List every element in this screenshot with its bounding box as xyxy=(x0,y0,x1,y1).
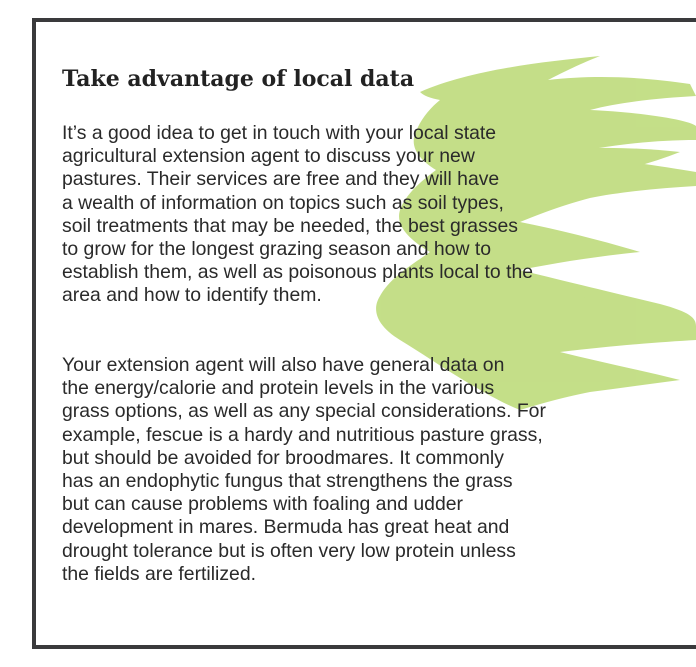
box-title: Take advantage of local data xyxy=(62,66,415,92)
body-paragraph-2: Your extension agent will also have general data on the energy/calorie and protein levels in the various grass options, as well as any special considerations. For example, fescue is a hardy and nutritious pasture grass, but should be avoided for broodmares. It commonly has an endophytic fungus that strengthens the grass but can cause problems with foaling and udder development in mares. Bermuda has great heat and drought tolerance but is often very low protein unless the fields are fertilized. xyxy=(62,354,546,585)
body-paragraph-1: It’s a good idea to get in touch with your local state agricultural extension agent to discuss your new pastures. Their services are free and they will have a wealth of information on topics such as soil types, soil treatments that may be needed, the best grasses to grow for the longest grazing season and how to establish them, as well as poisonous plants local to the area and how to identify them. xyxy=(62,122,534,307)
